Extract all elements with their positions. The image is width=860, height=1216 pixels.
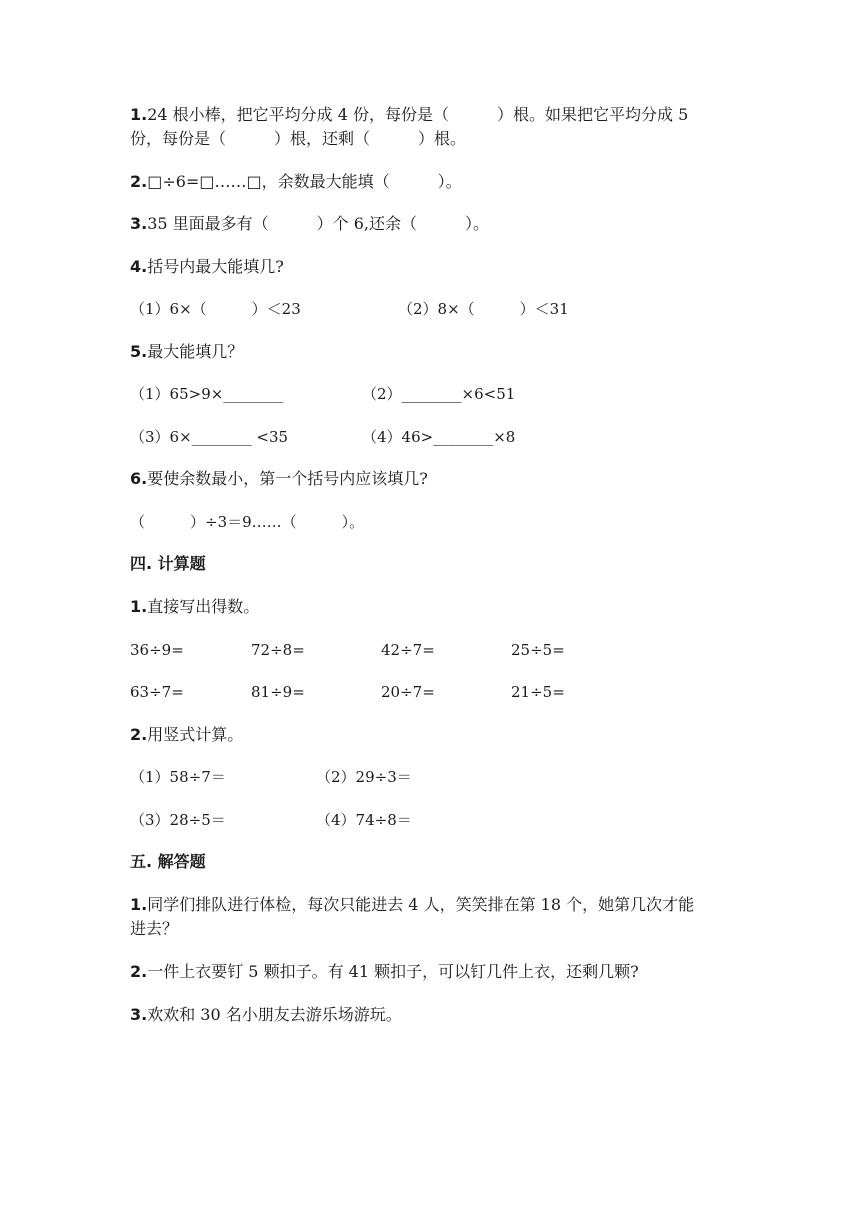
question-text: 要使余数最小，第一个括号内应该填几? xyxy=(147,469,428,488)
question-number: 3. xyxy=(130,214,148,233)
question-5-1-line1 xyxy=(130,894,694,916)
question-4-1 xyxy=(130,596,259,618)
section-heading: 四. 计算题 xyxy=(130,554,206,573)
question-text: 直接写出得数。 xyxy=(147,597,260,616)
question-3-4 xyxy=(130,256,284,278)
question-number: 2. xyxy=(130,172,148,191)
calc-item: 36÷9= xyxy=(130,641,184,659)
question-3-1-line1 xyxy=(130,104,688,126)
question-5-1-line2: 进去？ xyxy=(130,919,179,938)
question-number: 2. xyxy=(130,725,148,744)
sub-item: （4）46>________×8 xyxy=(362,428,516,446)
sub-item: （3）28÷5＝ xyxy=(130,811,226,829)
sub-item: （1）58÷7＝ xyxy=(130,768,226,786)
question-text: □÷6=□……□，余数最大能填（ ）。 xyxy=(147,172,462,191)
question-3-3 xyxy=(130,213,489,235)
section-heading: 五. 解答题 xyxy=(130,852,206,871)
question-text: 最大能填几？ xyxy=(147,342,244,361)
question-text: 24 根小棒，把它平均分成 4 份，每份是（ ）根。如果把它平均分成 5 xyxy=(147,105,689,124)
question-5-3 xyxy=(130,1004,402,1026)
calc-item: 25÷5= xyxy=(511,641,565,659)
sub-item: （2）29÷3＝ xyxy=(316,768,412,786)
calc-item: 72÷8= xyxy=(251,641,305,659)
question-number: 1. xyxy=(130,895,148,914)
question-number: 1. xyxy=(130,597,148,616)
question-3-5 xyxy=(130,341,243,363)
sub-item: （2）________×6<51 xyxy=(362,385,516,403)
question-text: 用竖式计算。 xyxy=(147,725,244,744)
calc-item: 63÷7= xyxy=(130,683,184,701)
question-text: 35 里面最多有（ ）个 6,还余（ ）。 xyxy=(147,214,490,233)
calc-item: 42÷7= xyxy=(381,641,435,659)
sub-item: （1）6×（ ）＜23 xyxy=(130,300,301,318)
sub-item: （4）74÷8＝ xyxy=(316,811,412,829)
question-number: 2. xyxy=(130,962,148,981)
question-text: 同学们排队进行体检，每次只能进去 4 人，笑笑排在第 18 个，她第几次才能 xyxy=(147,895,695,914)
question-number: 6. xyxy=(130,469,148,488)
expression: （ ）÷3＝9……（ ）。 xyxy=(130,513,365,531)
calc-item: 21÷5= xyxy=(511,683,565,701)
question-number: 1. xyxy=(130,105,148,124)
question-5-2 xyxy=(130,961,639,983)
question-text: 括号内最大能填几? xyxy=(147,257,284,276)
calc-item: 20÷7= xyxy=(381,683,435,701)
calc-item: 81÷9= xyxy=(251,683,305,701)
question-number: 5. xyxy=(130,342,148,361)
sub-item: （3）6×________ <35 xyxy=(130,428,289,446)
question-3-2 xyxy=(130,171,462,193)
question-text: 一件上衣要钉 5 颗扣子。有 41 颗扣子，可以钉几件上衣，还剩几颗? xyxy=(147,962,639,981)
question-3-6 xyxy=(130,468,428,490)
question-number: 3. xyxy=(130,1005,148,1024)
question-number: 4. xyxy=(130,257,148,276)
question-text: 欢欢和 30 名小朋友去游乐场游玩。 xyxy=(147,1005,402,1024)
question-4-2 xyxy=(130,724,243,746)
sub-item: （1）65>9×________ xyxy=(130,385,284,403)
sub-item: （2）8×（ ）＜31 xyxy=(398,300,569,318)
question-3-1-line2: 份，每份是（ ）根，还剩（ ）根。 xyxy=(130,129,467,148)
